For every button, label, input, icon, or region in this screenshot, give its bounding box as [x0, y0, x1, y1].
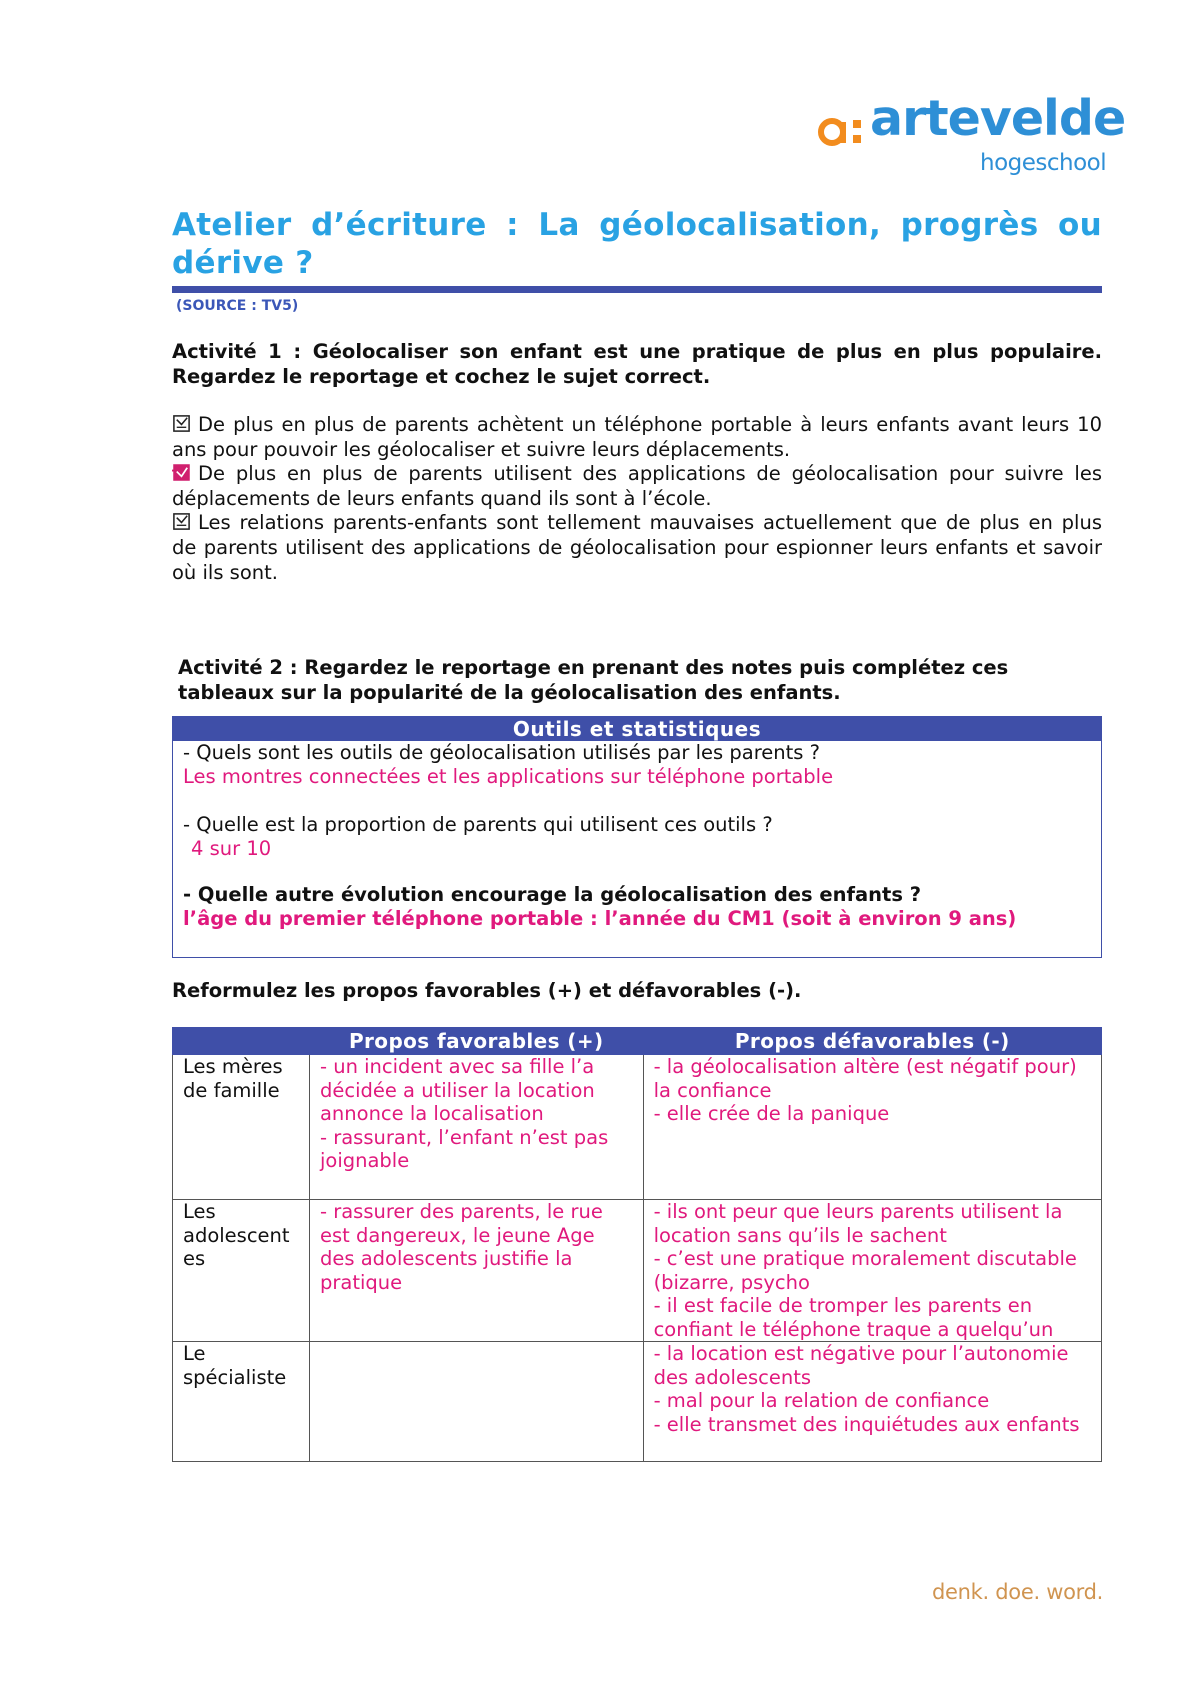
- logo-subtitle: hogeschool: [980, 150, 1107, 176]
- outils-table: [172, 716, 1102, 958]
- table-row: [173, 1200, 1102, 1342]
- answer-3: l’âge du premier téléphone portable : l’année du CM1 (soit à environ 9 ans): [183, 907, 1017, 930]
- option-item: [172, 462, 1102, 511]
- favorable-cell: - un incident avec sa fille l’a décidée a utiliser la location annonce la localisation - rassurant, l’enfant n’est pas joignable: [309, 1055, 643, 1200]
- footer-slogan: denk. doe. word.: [932, 1580, 1104, 1604]
- title-divider: [172, 286, 1102, 293]
- reformulez-heading: Reformulez les propos favorables (+) et défavorables (-).: [172, 979, 802, 1002]
- outils-table-header: Outils et statistiques: [173, 717, 1101, 741]
- option-text: De plus en plus de parents utilisent des applications de géolocalisation pour suivre les déplacements de leurs enfants quand ils sont à l’école.: [172, 462, 1102, 510]
- row-speaker: Les mères de famille: [173, 1055, 310, 1200]
- page-title: Atelier d’écriture : La géolocalisation, progrès ou dérive ?: [172, 207, 1102, 281]
- option-text: Les relations parents-enfants sont tellement mauvaises actuellement que de plus en plus de parents utilisent des applications de géolocalisation pour espionner leurs enfants et savoir où ils sont.: [172, 511, 1102, 584]
- question-3: - Quelle autre évolution encourage la géolocalisation des enfants ?: [183, 883, 922, 906]
- activity1-heading: Activité 1 : Géolocaliser son enfant est une pratique de plus en plus populaire. Regardez le reportage et cochez le sujet correct.: [172, 340, 1102, 388]
- question-2: - Quelle est la proportion de parents qui utilisent ces outils ?: [183, 813, 773, 836]
- question-1: - Quels sont les outils de géolocalisation utilisés par les parents ?: [183, 741, 821, 764]
- outils-table-body: [173, 741, 1101, 931]
- option-text: De plus en plus de parents achètent un téléphone portable à leurs enfants avant leurs 10 ans pour pouvoir les géolocaliser et suivre leurs déplacements.: [172, 413, 1102, 461]
- activity1-options: [172, 413, 1102, 585]
- artevelde-logo: [818, 90, 1126, 180]
- answer-2: 4 sur 10: [191, 837, 272, 860]
- logo-mark-icon: [818, 116, 866, 156]
- option-item: [172, 511, 1102, 585]
- favorable-cell: - rassurer des parents, le rue est dangereux, le jeune Age des adolescents justifie la pratique: [309, 1200, 643, 1342]
- col-header-defavorables: Propos défavorables (-): [643, 1028, 1101, 1055]
- table-row: [173, 1055, 1102, 1200]
- checkbox-icon[interactable]: [172, 414, 191, 433]
- checked-checkbox-icon[interactable]: [172, 463, 191, 482]
- row-speaker: Le spécialiste: [173, 1342, 310, 1462]
- row-speaker: Les adolescent es: [173, 1200, 310, 1342]
- defavorable-cell: - la géolocalisation altère (est négatif pour) la confiance - elle crée de la panique: [643, 1055, 1101, 1200]
- defavorable-cell: - la location est négative pour l’autonomie des adolescents - mal pour la relation de confiance - elle transmet des inquiétudes aux enfants: [643, 1342, 1101, 1462]
- checkbox-icon[interactable]: [172, 512, 191, 531]
- table-row: [173, 1342, 1102, 1462]
- logo-name: artevelde: [870, 90, 1126, 147]
- option-item: [172, 413, 1102, 462]
- propos-table: [172, 1027, 1102, 1462]
- col-header-favorables: Propos favorables (+): [309, 1028, 643, 1055]
- answer-1: Les montres connectées et les applications sur téléphone portable: [183, 765, 834, 788]
- activity2-heading: Activité 2 : Regardez le reportage en prenant des notes puis complétez ces tableaux sur la popularité de la géolocalisation des enfants.: [178, 656, 1009, 704]
- propos-corner-cell: [173, 1028, 310, 1055]
- defavorable-cell: - ils ont peur que leurs parents utilisent la location sans qu’ils le sachent - c’est une pratique moralement discutable (bizarre, psycho - il est facile de tromper les parents en confiant le téléphone traque a quelqu’un: [643, 1200, 1101, 1342]
- favorable-cell: [309, 1342, 643, 1462]
- source-label: (SOURCE : TV5): [176, 298, 299, 314]
